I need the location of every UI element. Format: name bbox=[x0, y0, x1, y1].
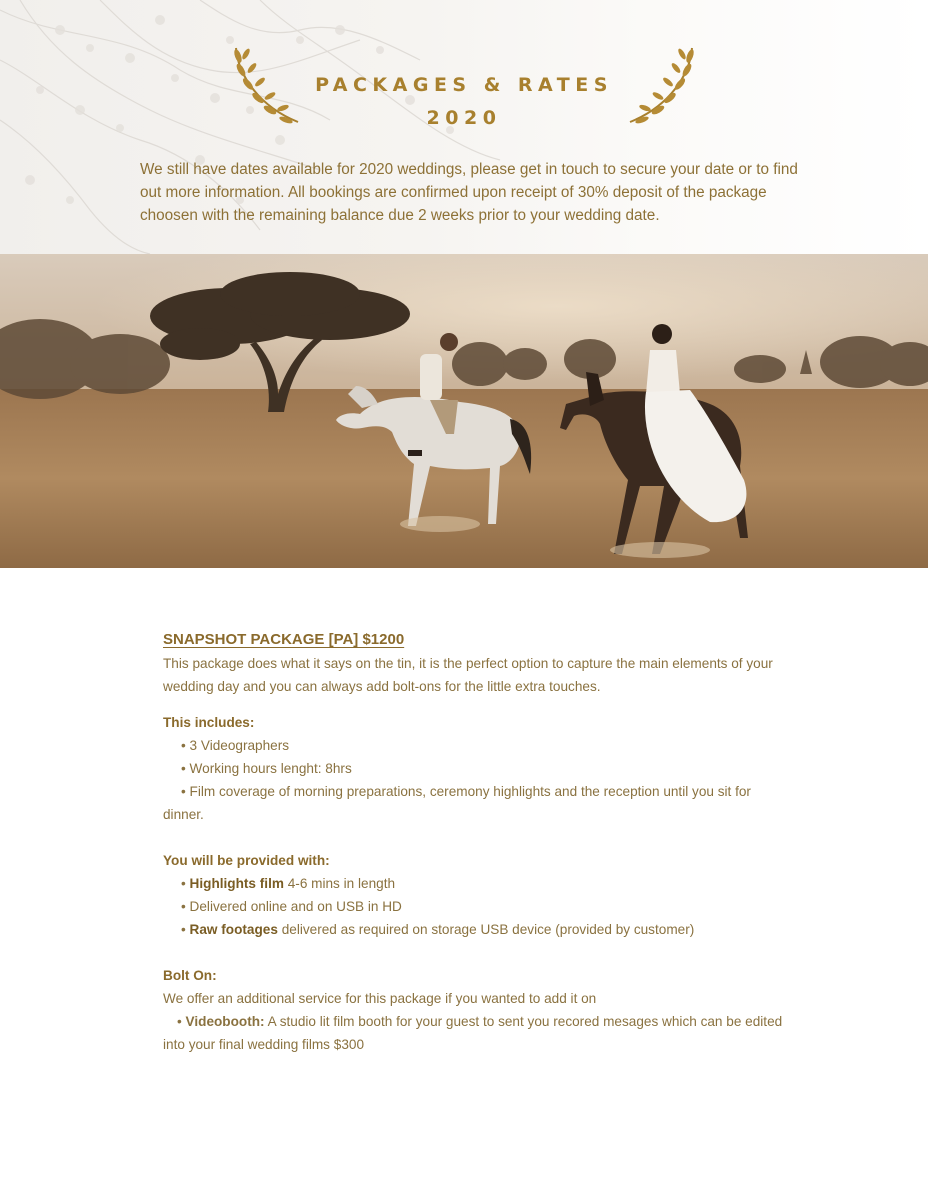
list-item: • 3 Videographers bbox=[181, 738, 290, 753]
intro-paragraph: We still have dates available for 2020 weddings, please get in touch to secure your date or to find out more information. All bookings are confirmed upon receipt of 30% deposit of the package choosen with the remaining balance due 2 weeks prior to your wedding date. bbox=[140, 161, 798, 224]
page-year: 2020 bbox=[426, 107, 502, 129]
provided-heading: You will be provided with: bbox=[163, 853, 330, 868]
list-item: • Raw footages delivered as required on storage USB device (provided by customer) bbox=[181, 922, 695, 937]
includes-heading: This includes: bbox=[163, 715, 255, 730]
list-item: • Videobooth: A studio lit film booth for your guest to sent you recored mesages which can be edited into your final wedding films $300 bbox=[163, 1014, 783, 1052]
bolt-on-heading: Bolt On: bbox=[163, 968, 217, 983]
header-section bbox=[0, 0, 928, 254]
list-item: • Film coverage of morning preparations, ceremony highlights and the reception until you sit for dinner. bbox=[163, 784, 751, 822]
wedding-photo bbox=[0, 254, 928, 568]
package-content bbox=[163, 628, 783, 1056]
package-description: This package does what it says on the tin, it is the perfect option to capture the main elements of your wedding day and you can always add bolt-ons for the little extra touches. bbox=[163, 656, 773, 694]
list-item: • Delivered online and on USB in HD bbox=[181, 899, 402, 914]
bolt-on-intro: We offer an additional service for this package if you wanted to add it on bbox=[163, 991, 597, 1006]
page-title: PACKAGES & RATES bbox=[315, 74, 613, 96]
list-item: • Working hours lenght: 8hrs bbox=[181, 761, 352, 776]
package-title: SNAPSHOT PACKAGE [PA] $1200 bbox=[163, 631, 405, 648]
list-item: • Highlights film 4-6 mins in length bbox=[181, 876, 396, 891]
couple-on-horses-illustration bbox=[0, 254, 928, 568]
